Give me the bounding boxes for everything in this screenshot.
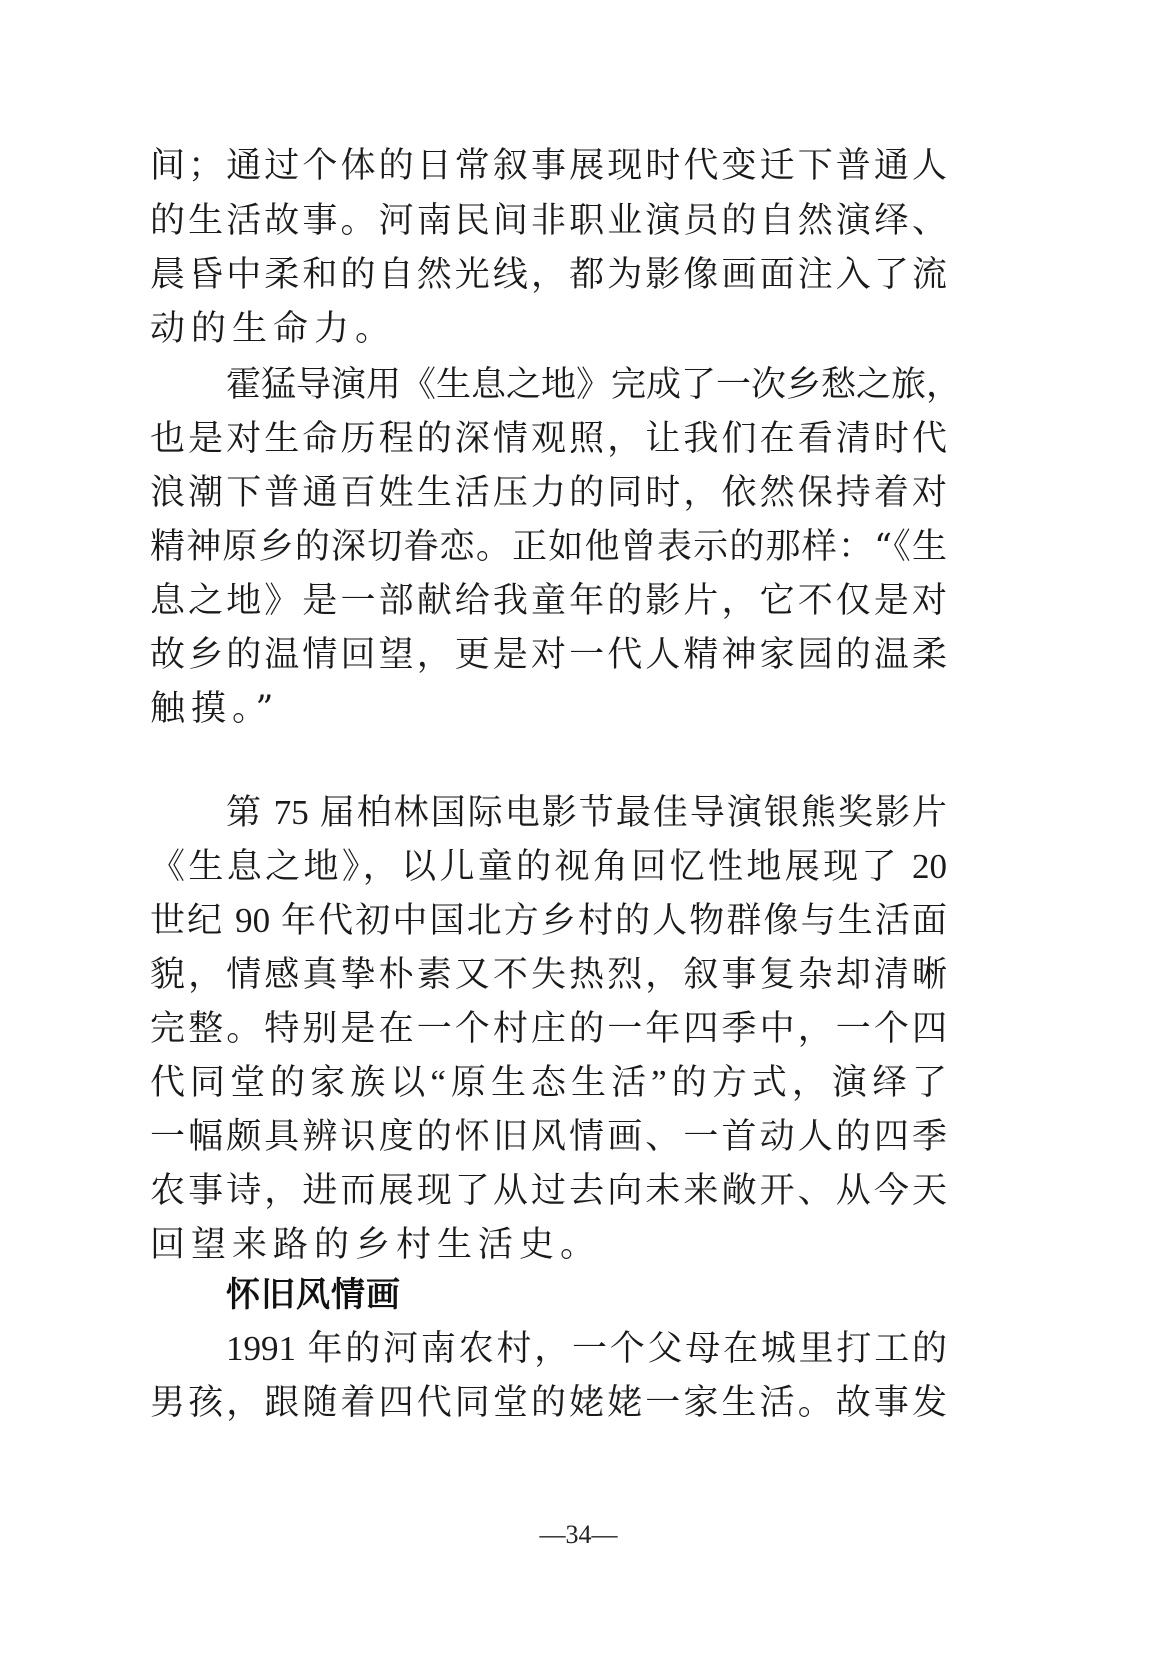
section-heading: 怀旧风情画 <box>226 1275 401 1315</box>
text-line: 的生活故事。河南民间非职业演员的自然演绎、 <box>150 201 947 241</box>
text-line: 貌，情感真挚朴素又不失热烈，叙事复杂却清晰 <box>150 955 947 994</box>
text-line: 浪潮下普通百姓生活压力的同时，依然保持着对 <box>150 473 947 513</box>
text-line: 息之地》是一部献给我童年的影片，它不仅是对 <box>150 581 947 621</box>
text-line: 世纪 90 年代初中国北方乡村的人物群像与生活面 <box>150 901 947 940</box>
text-line: 触摸。” <box>150 689 280 729</box>
text-line: 一幅颇具辨识度的怀旧风情画、一首动人的四季 <box>150 1117 947 1156</box>
page-number: —34— <box>539 1520 618 1549</box>
text-line: 完整。特别是在一个村庄的一年四季中，一个四 <box>150 1009 947 1048</box>
text-line: 霍猛导演用《生息之地》完成了一次乡愁之旅， <box>226 365 962 405</box>
text-line: 男孩，跟随着四代同堂的姥姥一家生活。故事发 <box>150 1383 947 1422</box>
text-line: 精神原乡的深切眷恋。正如他曾表示的那样：“《生 <box>150 527 947 567</box>
text-line: 间；通过个体的日常叙事展现时代变迁下普通人 <box>150 146 947 186</box>
text-line: 《生息之地》，以儿童的视角回忆性地展现了 20 <box>150 847 947 886</box>
text-line: 故乡的温情回望，更是对一代人精神家园的温柔 <box>150 635 947 675</box>
text-line: 也是对生命历程的深情观照，让我们在看清时代 <box>150 419 947 459</box>
text-line: 回望来路的乡村生活史。 <box>150 1225 602 1264</box>
text-line: 代同堂的家族以“原生态生活”的方式，演绎了 <box>150 1063 947 1102</box>
text-line: 农事诗，进而展现了从过去向未来敞开、从今天 <box>150 1171 947 1210</box>
text-line: 1991 年的河南农村，一个父母在城里打工的 <box>226 1329 947 1368</box>
text-line: 第 75 届柏林国际电影节最佳导演银熊奖影片 <box>226 793 947 832</box>
text-line: 动的生命力。 <box>150 309 397 349</box>
text-line: 晨昏中柔和的自然光线，都为影像画面注入了流 <box>150 255 947 295</box>
